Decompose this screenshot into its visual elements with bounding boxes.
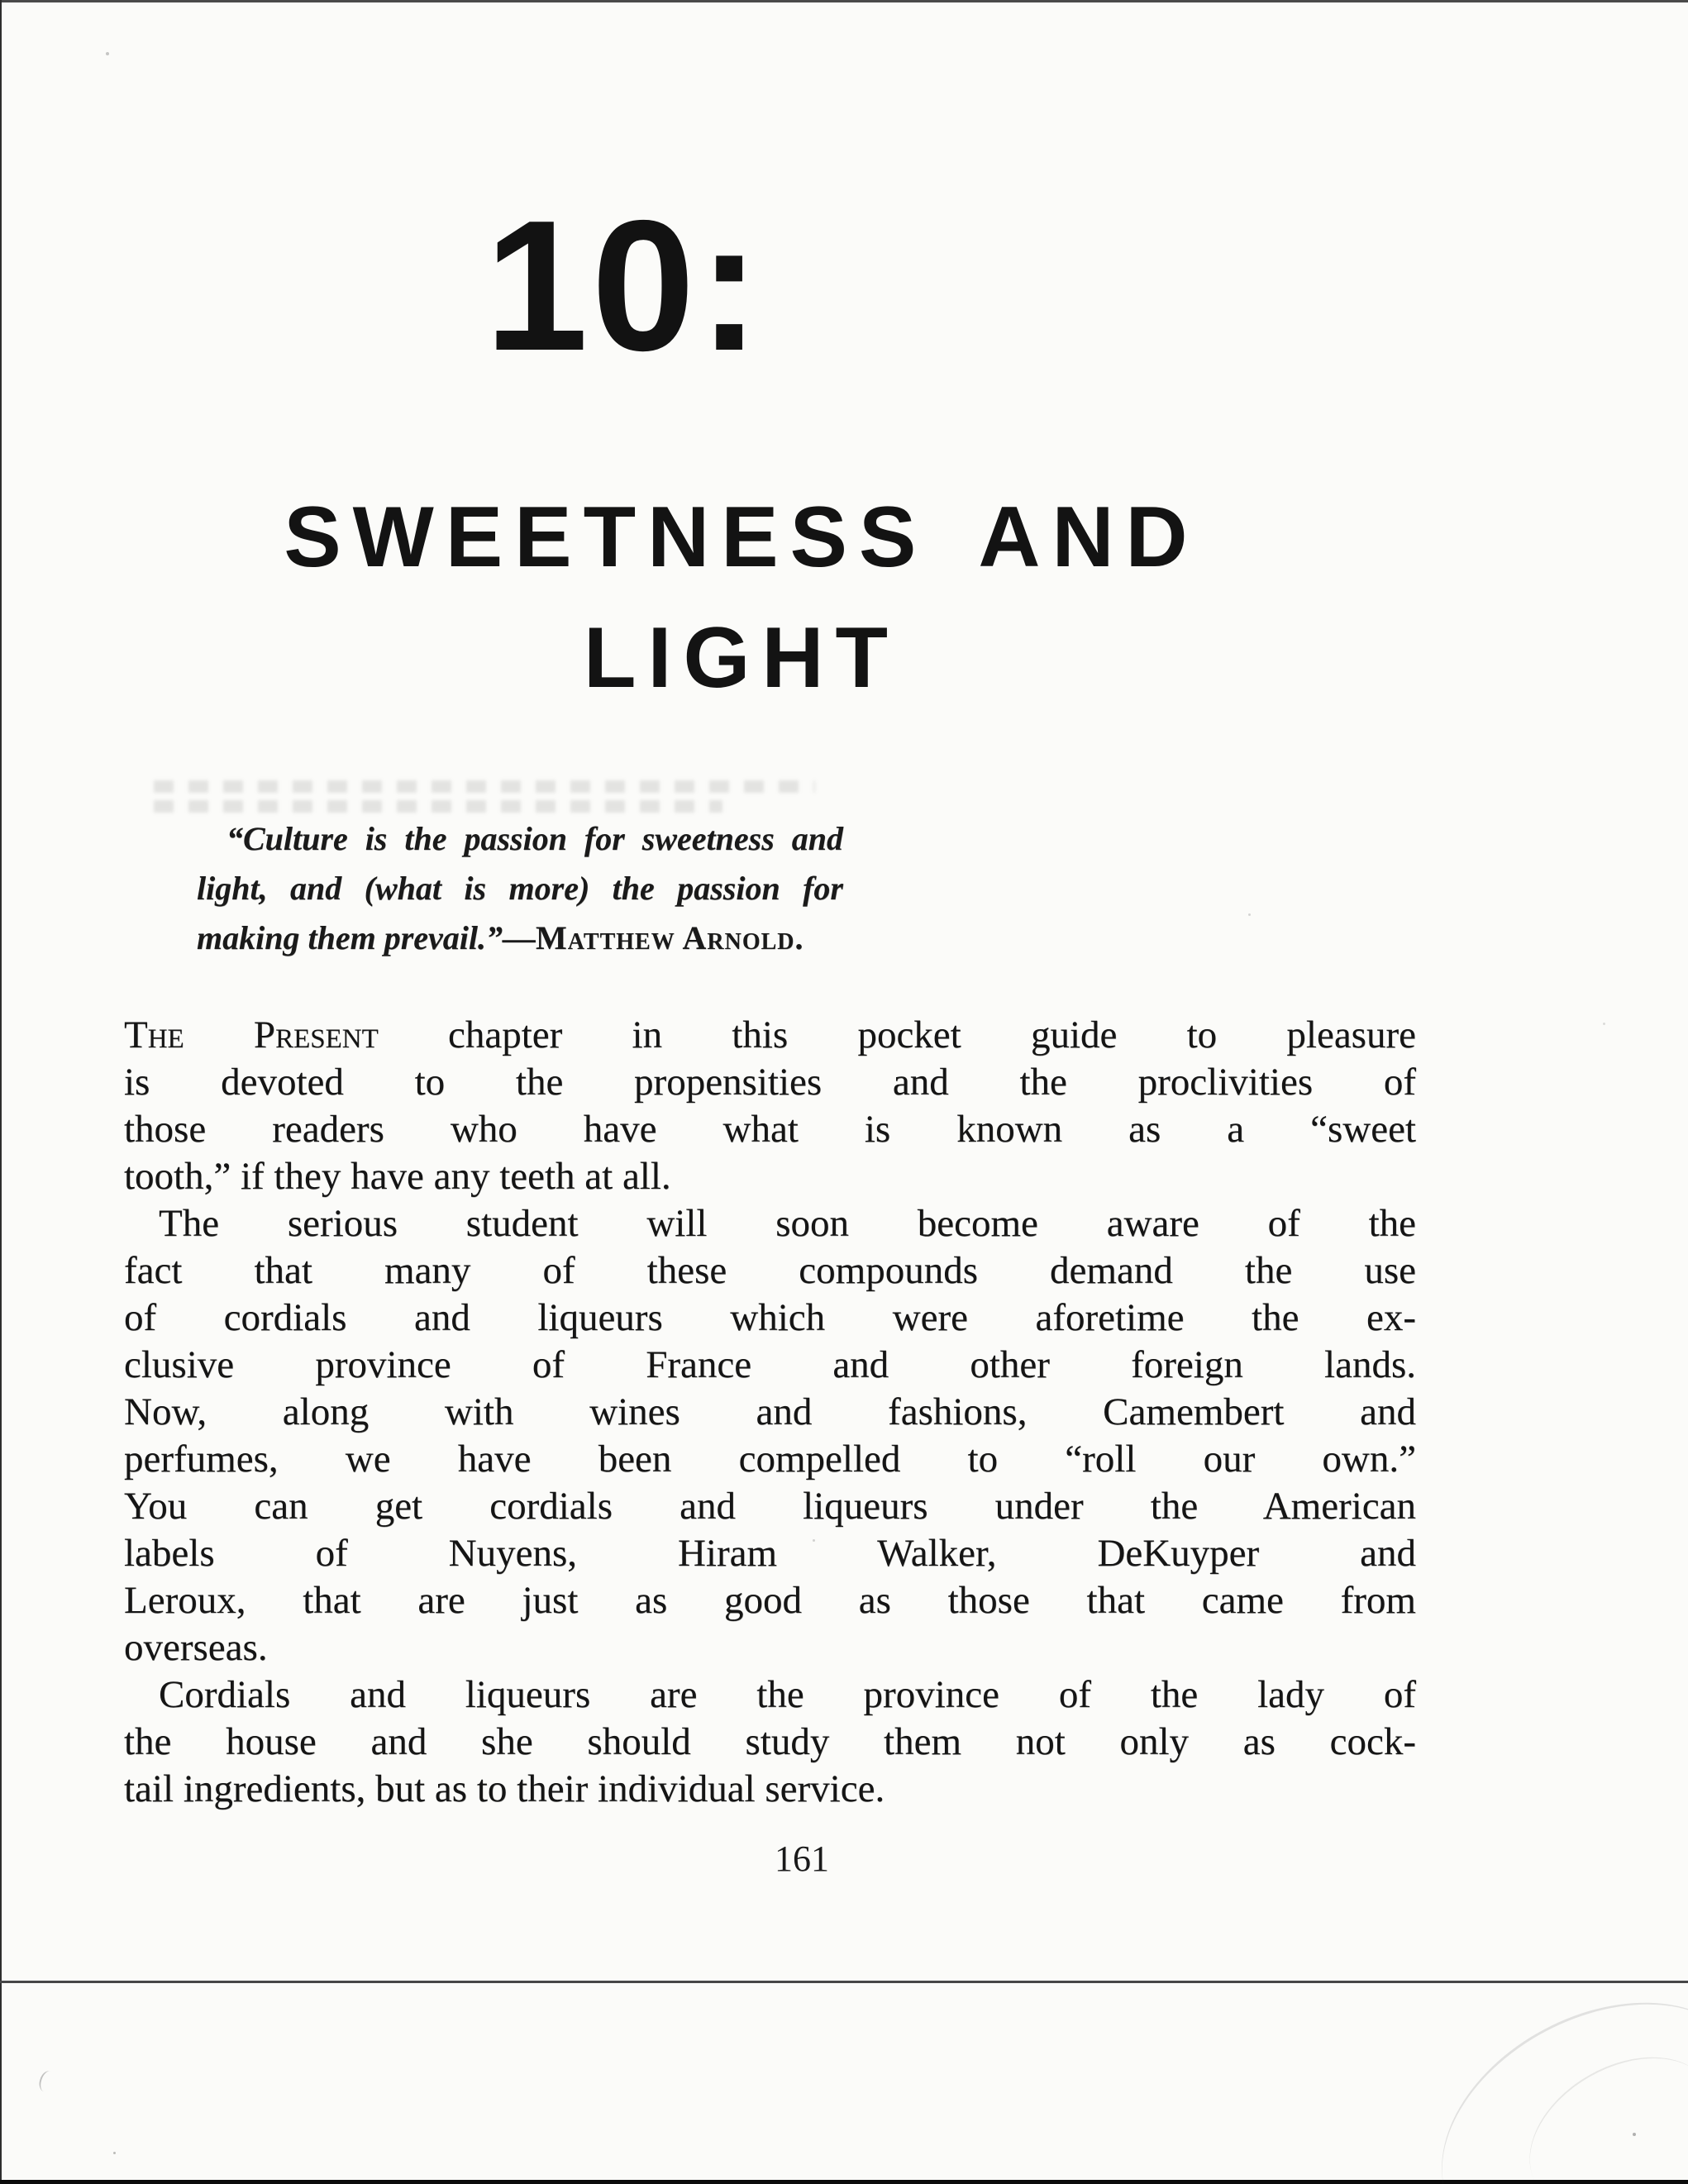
body-line: The serious student will soon become aware of the (159, 1202, 1416, 1245)
epigraph (197, 814, 843, 963)
body-line: Cordials and liqueurs are the province of the lady of (159, 1673, 1416, 1716)
chapter-title (0, 477, 1483, 718)
dust-speck (113, 2152, 116, 2154)
body-line: clusive province of France and other foreign lands. (124, 1343, 1416, 1386)
body-line: perfumes, we have been compelled to “roll our own.” (124, 1438, 1416, 1481)
body-line: labels of Nuyens, Hiram Walker, DeKuyper and (124, 1532, 1416, 1575)
body-line: fact that many of these compounds demand the use (124, 1249, 1416, 1292)
epigraph-line: light, and (what is more) the passion for (197, 870, 843, 907)
dust-speck (1603, 1023, 1605, 1025)
epigraph-line (197, 913, 843, 963)
scan-edge-top (0, 0, 1688, 2)
scan-bottom-rule (0, 1981, 1688, 1983)
chapter-number: 10: (484, 181, 764, 389)
dust-speck (1248, 913, 1251, 916)
dust-speck (813, 1539, 815, 1542)
scan-edge-bottom (0, 2180, 1688, 2184)
body-line: the house and she should study them not only as cock- (124, 1720, 1416, 1763)
body-line: Now, along with wines and fashions, Camembert and (124, 1390, 1416, 1433)
body-line: those readers who have what is known as a “sweet (124, 1108, 1416, 1151)
chapter-title-line2: LIGHT (584, 610, 899, 706)
body-line (124, 1012, 1416, 1059)
scan-scratch (36, 2069, 57, 2094)
chapter-title-line1: SWEETNESS AND (284, 489, 1199, 585)
body-line: You can get cordials and liqueurs under the American (124, 1485, 1416, 1528)
epigraph-attribution: Matthew Arnold (536, 919, 795, 956)
epigraph-line: “Culture is the passion for sweetness and (226, 820, 843, 857)
body-line-text: chapter in this pocket guide to pleasure (378, 1013, 1416, 1056)
body-text (124, 1012, 1416, 1813)
body-line: tooth,” if they have any teeth at all. (124, 1155, 671, 1198)
page-number: 161 (775, 1838, 829, 1879)
body-line: tail ingredients, but as to their individual service. (124, 1767, 885, 1810)
dust-speck (106, 52, 109, 55)
body-line: Leroux, that are just as good as those that came from (124, 1579, 1416, 1622)
lead-small-caps: The Present (124, 1013, 379, 1056)
body-line: is devoted to the propensities and the proclivities of (124, 1061, 1416, 1104)
body-line: overseas. (124, 1626, 268, 1669)
body-line: of cordials and liqueurs which were aforetime the ex- (124, 1296, 1416, 1339)
epigraph-attribution-period: . (794, 919, 804, 956)
epigraph-closing-text: making them prevail.”— (197, 919, 536, 956)
